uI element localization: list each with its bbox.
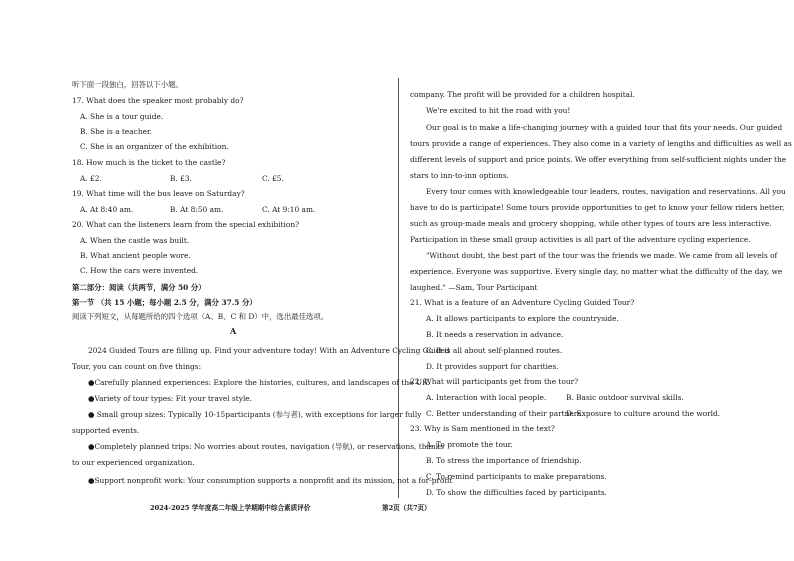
q23-option-c: C. To remind participants to make preparations. [426,472,607,481]
bullet-small-groups: ● Small group sizes: Typically 10-15participants (参与者), with exceptions for larger fully [88,410,422,419]
section-one-heading: 第一节 （共 15 小题；每小题 2.5 分，满分 37.5 分） [72,298,257,307]
question-20: 20. What can the listeners learn from the special exhibition? [72,220,300,229]
q23-option-a: A. To promote the tour. [426,440,513,449]
right-para-tour-1: Every tour comes with knowledgeable tour leaders, routes, navigation and reservations. All you [426,187,786,196]
reading-instructions: 阅读下列短文，从每题所给的四个选项（A、B、C 和 D）中，选出最佳选项。 [72,312,329,321]
q17-option-a: A. She is a tour guide. [80,112,164,121]
q18-option-a: A. £2. [80,174,102,183]
right-para-goal-2: tours provide a range of experiences. They also come in a variety of lengths and difficulties as well as [410,139,792,148]
right-para-goal-1: Our goal is to make a life-changing journey with a guided tour that fits your needs. Our guided [426,123,783,132]
q19-option-b: B. At 8:50 am. [170,205,224,214]
right-para-tour-2: have to do is participate! Some tours provide opportunities to get to know your fellow riders better, [410,203,785,212]
right-para-goal-3: different levels of support and price points. We offer everything from self-sufficient nights under the [410,155,787,164]
q20-option-a: A. When the castle was built. [80,236,190,245]
q22-option-a: A. Interaction with local people. [426,393,547,402]
bullet-planned-trips-cont: to our experienced organization. [72,458,195,467]
right-para-tour-3: such as group-made meals and grocery shopping, while other types of tours are less interactive. [410,219,772,228]
right-quote-2: experience. Everyone was supportive. Every single day, no matter what the difficulty of the day, we [410,267,783,276]
q20-option-b: B. What ancient people wore. [80,251,191,260]
q23-option-d: D. To show the difficulties faced by participants. [426,488,607,497]
q19-option-a: A. At 8:40 am. [80,205,134,214]
question-19: 19. What time will the bus leave on Saturday? [72,189,245,198]
q18-option-b: B. £3. [170,174,192,183]
question-17: 17. What does the speaker most probably do? [72,96,244,105]
bullet-small-groups-cont: supported events. [72,426,140,435]
q21-option-b: B. It needs a reservation in advance. [426,330,564,339]
q18-option-c: C. £5. [262,174,284,183]
q23-option-b: B. To stress the importance of friendship. [426,456,582,465]
right-quote-1: "Without doubt, the best part of the tour was the friends we made. We came from all levels of [426,251,778,260]
right-para-goal-4: stars to inn-to-inn options. [410,171,510,180]
question-22: 22. What will participants get from the tour? [410,377,579,386]
left-footer: 2024-2025 学年度高二年级上学期期中综合素质评价 [150,504,311,512]
q21-option-d: D. It provides support for charities. [426,362,559,371]
q19-option-c: C. At 9:10 am. [262,205,316,214]
column-divider [398,78,399,498]
q22-option-c: C. Better understanding of their partners. [426,409,584,418]
question-23: 23. Why is Sam mentioned in the text? [410,424,555,433]
listening-intro: 听下面一段独白，回答以下小题。 [72,80,183,89]
bullet-planned-trips: ●Completely planned trips: No worries about routes, navigation (导航), or reservations, thanks [88,442,444,451]
q22-option-b: B. Basic outdoor survival skills. [566,393,684,402]
q21-option-c: C. It is all about self-planned routes. [426,346,563,355]
q22-option-d: D. Exposure to culture around the world. [566,409,721,418]
right-para-continuation: company. The profit will be provided for a children hospital. [410,90,635,99]
part-two-heading: 第二部分：阅读（共两节，满分 50 分） [72,283,206,292]
right-para-excited: We're excited to hit the road with you! [426,106,571,115]
q17-option-c: C. She is an organizer of the exhibition. [80,142,229,151]
question-18: 18. How much is the ticket to the castle? [72,158,226,167]
bullet-tour-types: ●Variety of tour types: Fit your travel style. [88,394,253,403]
q20-option-c: C. How the cars were invented. [80,266,199,275]
q21-option-a: A. It allows participants to explore the countryside. [426,314,619,323]
question-21: 21. What is a feature of an Adventure Cycling Guided Tour? [410,298,635,307]
passage-para-1-line-2: Tour, you can count on five things: [72,362,202,371]
passage-para-1-line-1: 2024 Guided Tours are filling up. Find your adventure today! With an Adventure Cycling Guided [88,346,450,355]
right-quote-3: laughed." —Sam, Tour Participant [410,283,538,292]
passage-label: A [230,326,237,336]
page-number: 第2页（共7页） [382,504,431,512]
bullet-planned-experiences: ●Carefully planned experiences: Explore the histories, cultures, and landscapes of the UK. [88,378,430,387]
q17-option-b: B. She is a teacher. [80,127,153,136]
right-para-tour-4: Participation in these small group activities is all part of the adventure cycling experience. [410,235,751,244]
bullet-nonprofit: ●Support nonprofit work: Your consumption supports a nonprofit and its mission, not a for-profit [88,476,453,485]
